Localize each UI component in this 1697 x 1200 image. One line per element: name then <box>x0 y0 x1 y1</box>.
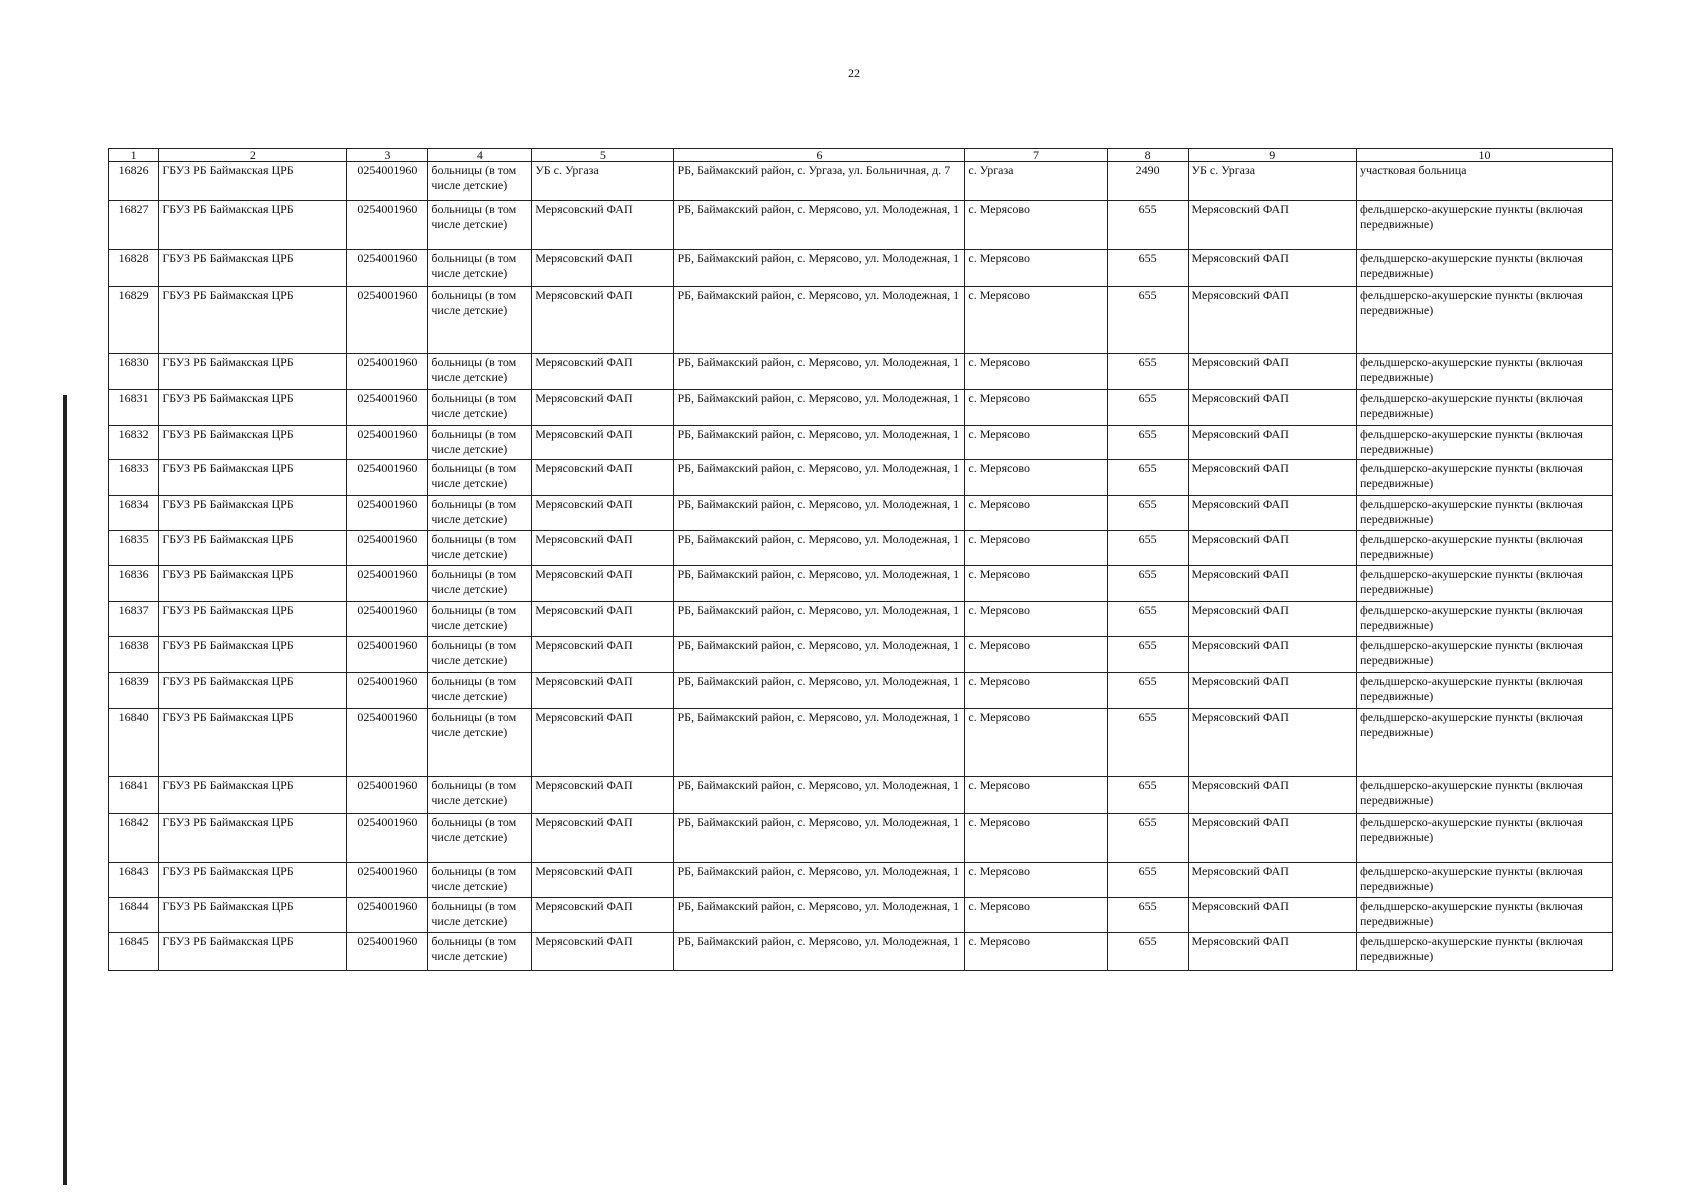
facility-type-cell: фельдшерско-акушерские пункты (включая передвижные) <box>1356 354 1612 390</box>
facility-category-cell: больницы (в том числе детские) <box>428 673 532 709</box>
facility-type-cell: фельдшерско-акушерские пункты (включая передвижные) <box>1356 863 1612 898</box>
row-number-cell: 16830 <box>109 354 159 390</box>
facility-type-cell: фельдшерско-акушерские пункты (включая передвижные) <box>1356 673 1612 709</box>
organization-name-cell: ГБУЗ РБ Баймакская ЦРБ <box>159 898 347 933</box>
column-header: 10 <box>1356 149 1612 162</box>
inn-code-cell: 0254001960 <box>347 933 428 971</box>
organization-name-cell: ГБУЗ РБ Баймакская ЦРБ <box>159 426 347 460</box>
facility-type-cell: фельдшерско-акушерские пункты (включая передвижные) <box>1356 602 1612 637</box>
row-number-cell: 16844 <box>109 898 159 933</box>
unit-name-cell: Мерясовский ФАП <box>1188 566 1356 602</box>
settlement-cell: с. Мерясово <box>965 566 1107 602</box>
table-body <box>109 162 1613 971</box>
row-number-cell: 16835 <box>109 531 159 566</box>
unit-name-cell: Мерясовский ФАП <box>1188 602 1356 637</box>
row-number-cell: 16839 <box>109 673 159 709</box>
population-cell: 655 <box>1107 354 1188 390</box>
inn-code-cell: 0254001960 <box>347 162 428 201</box>
organization-name-cell: ГБУЗ РБ Баймакская ЦРБ <box>159 531 347 566</box>
inn-code-cell: 0254001960 <box>347 460 428 496</box>
row-number-cell: 16837 <box>109 602 159 637</box>
facility-category-cell: больницы (в том числе детские) <box>428 354 532 390</box>
facility-name-cell: Мерясовский ФАП <box>532 354 674 390</box>
facility-type-cell: фельдшерско-акушерские пункты (включая передвижные) <box>1356 814 1612 863</box>
unit-name-cell: Мерясовский ФАП <box>1188 531 1356 566</box>
unit-name-cell: Мерясовский ФАП <box>1188 933 1356 971</box>
table-row <box>109 201 1613 250</box>
population-cell: 655 <box>1107 602 1188 637</box>
settlement-cell: с. Мерясово <box>965 531 1107 566</box>
settlement-cell: с. Мерясово <box>965 814 1107 863</box>
inn-code-cell: 0254001960 <box>347 496 428 531</box>
row-number-cell: 16828 <box>109 250 159 287</box>
population-cell: 655 <box>1107 250 1188 287</box>
organization-name-cell: ГБУЗ РБ Баймакская ЦРБ <box>159 933 347 971</box>
facility-category-cell: больницы (в том числе детские) <box>428 863 532 898</box>
population-cell: 655 <box>1107 673 1188 709</box>
facility-category-cell: больницы (в том числе детские) <box>428 531 532 566</box>
facility-address-cell: РБ, Баймакский район, с. Мерясово, ул. Молодежная, 1 <box>674 673 965 709</box>
facility-name-cell: Мерясовский ФАП <box>532 814 674 863</box>
unit-name-cell: УБ с. Ургаза <box>1188 162 1356 201</box>
unit-name-cell: Мерясовский ФАП <box>1188 709 1356 777</box>
organization-name-cell: ГБУЗ РБ Баймакская ЦРБ <box>159 390 347 426</box>
table-row <box>109 814 1613 863</box>
population-cell: 2490 <box>1107 162 1188 201</box>
facility-name-cell: УБ с. Ургаза <box>532 162 674 201</box>
organization-name-cell: ГБУЗ РБ Баймакская ЦРБ <box>159 637 347 673</box>
table-row <box>109 426 1613 460</box>
facility-address-cell: РБ, Баймакский район, с. Мерясово, ул. Молодежная, 1 <box>674 426 965 460</box>
unit-name-cell: Мерясовский ФАП <box>1188 460 1356 496</box>
unit-name-cell: Мерясовский ФАП <box>1188 814 1356 863</box>
table-row <box>109 602 1613 637</box>
column-header: 9 <box>1188 149 1356 162</box>
facility-address-cell: РБ, Баймакский район, с. Мерясово, ул. Молодежная, 1 <box>674 814 965 863</box>
facility-address-cell: РБ, Баймакский район, с. Мерясово, ул. Молодежная, 1 <box>674 933 965 971</box>
facility-address-cell: РБ, Баймакский район, с. Мерясово, ул. Молодежная, 1 <box>674 390 965 426</box>
population-cell: 655 <box>1107 637 1188 673</box>
settlement-cell: с. Мерясово <box>965 863 1107 898</box>
facility-category-cell: больницы (в том числе детские) <box>428 566 532 602</box>
column-header: 6 <box>674 149 965 162</box>
facility-address-cell: РБ, Баймакский район, с. Мерясово, ул. Молодежная, 1 <box>674 354 965 390</box>
unit-name-cell: Мерясовский ФАП <box>1188 250 1356 287</box>
table-row <box>109 863 1613 898</box>
facility-type-cell: фельдшерско-акушерские пункты (включая передвижные) <box>1356 426 1612 460</box>
row-number-cell: 16841 <box>109 777 159 814</box>
facility-category-cell: больницы (в том числе детские) <box>428 602 532 637</box>
organization-name-cell: ГБУЗ РБ Баймакская ЦРБ <box>159 673 347 709</box>
facility-name-cell: Мерясовский ФАП <box>532 426 674 460</box>
inn-code-cell: 0254001960 <box>347 898 428 933</box>
row-number-cell: 16842 <box>109 814 159 863</box>
facility-category-cell: больницы (в том числе детские) <box>428 162 532 201</box>
facility-name-cell: Мерясовский ФАП <box>532 637 674 673</box>
row-number-cell: 16834 <box>109 496 159 531</box>
facility-address-cell: РБ, Баймакский район, с. Мерясово, ул. Молодежная, 1 <box>674 602 965 637</box>
facility-address-cell: РБ, Баймакский район, с. Мерясово, ул. Молодежная, 1 <box>674 566 965 602</box>
row-number-cell: 16836 <box>109 566 159 602</box>
column-header: 7 <box>965 149 1107 162</box>
inn-code-cell: 0254001960 <box>347 531 428 566</box>
settlement-cell: с. Мерясово <box>965 354 1107 390</box>
inn-code-cell: 0254001960 <box>347 426 428 460</box>
row-number-cell: 16838 <box>109 637 159 673</box>
organization-name-cell: ГБУЗ РБ Баймакская ЦРБ <box>159 566 347 602</box>
registry-table-container <box>108 148 1613 971</box>
header-row <box>109 149 1613 162</box>
row-number-cell: 16832 <box>109 426 159 460</box>
facility-name-cell: Мерясовский ФАП <box>532 460 674 496</box>
facility-name-cell: Мерясовский ФАП <box>532 709 674 777</box>
settlement-cell: с. Мерясово <box>965 426 1107 460</box>
facility-category-cell: больницы (в том числе детские) <box>428 933 532 971</box>
settlement-cell: с. Ургаза <box>965 162 1107 201</box>
facility-type-cell: фельдшерско-акушерские пункты (включая передвижные) <box>1356 287 1612 354</box>
row-number-cell: 16833 <box>109 460 159 496</box>
row-number-cell: 16826 <box>109 162 159 201</box>
unit-name-cell: Мерясовский ФАП <box>1188 777 1356 814</box>
population-cell: 655 <box>1107 709 1188 777</box>
facility-type-cell: фельдшерско-акушерские пункты (включая передвижные) <box>1356 250 1612 287</box>
inn-code-cell: 0254001960 <box>347 814 428 863</box>
facility-category-cell: больницы (в том числе детские) <box>428 390 532 426</box>
row-number-cell: 16827 <box>109 201 159 250</box>
facility-name-cell: Мерясовский ФАП <box>532 390 674 426</box>
facility-type-cell: фельдшерско-акушерские пункты (включая передвижные) <box>1356 637 1612 673</box>
settlement-cell: с. Мерясово <box>965 201 1107 250</box>
table-row <box>109 637 1613 673</box>
inn-code-cell: 0254001960 <box>347 566 428 602</box>
facility-name-cell: Мерясовский ФАП <box>532 566 674 602</box>
unit-name-cell: Мерясовский ФАП <box>1188 390 1356 426</box>
facility-category-cell: больницы (в том числе детские) <box>428 637 532 673</box>
facility-name-cell: Мерясовский ФАП <box>532 898 674 933</box>
facility-address-cell: РБ, Баймакский район, с. Ургаза, ул. Больничная, д. 7 <box>674 162 965 201</box>
population-cell: 655 <box>1107 426 1188 460</box>
settlement-cell: с. Мерясово <box>965 496 1107 531</box>
table-row <box>109 496 1613 531</box>
facility-name-cell: Мерясовский ФАП <box>532 287 674 354</box>
settlement-cell: с. Мерясово <box>965 673 1107 709</box>
facility-type-cell: фельдшерско-акушерские пункты (включая передвижные) <box>1356 390 1612 426</box>
facility-category-cell: больницы (в том числе детские) <box>428 496 532 531</box>
population-cell: 655 <box>1107 496 1188 531</box>
table-row <box>109 898 1613 933</box>
unit-name-cell: Мерясовский ФАП <box>1188 287 1356 354</box>
facility-type-cell: фельдшерско-акушерские пункты (включая передвижные) <box>1356 496 1612 531</box>
settlement-cell: с. Мерясово <box>965 933 1107 971</box>
population-cell: 655 <box>1107 898 1188 933</box>
settlement-cell: с. Мерясово <box>965 777 1107 814</box>
column-header: 2 <box>159 149 347 162</box>
row-number-cell: 16843 <box>109 863 159 898</box>
facility-category-cell: больницы (в том числе детские) <box>428 201 532 250</box>
population-cell: 655 <box>1107 814 1188 863</box>
table-row <box>109 287 1613 354</box>
page-number: 22 <box>848 66 860 80</box>
unit-name-cell: Мерясовский ФАП <box>1188 496 1356 531</box>
facility-address-cell: РБ, Баймакский район, с. Мерясово, ул. Молодежная, 1 <box>674 287 965 354</box>
organization-name-cell: ГБУЗ РБ Баймакская ЦРБ <box>159 709 347 777</box>
facility-name-cell: Мерясовский ФАП <box>532 673 674 709</box>
facility-category-cell: больницы (в том числе детские) <box>428 250 532 287</box>
row-number-cell: 16845 <box>109 933 159 971</box>
facility-address-cell: РБ, Баймакский район, с. Мерясово, ул. Молодежная, 1 <box>674 777 965 814</box>
unit-name-cell: Мерясовский ФАП <box>1188 426 1356 460</box>
facility-category-cell: больницы (в том числе детские) <box>428 460 532 496</box>
table-row <box>109 354 1613 390</box>
settlement-cell: с. Мерясово <box>965 637 1107 673</box>
organization-name-cell: ГБУЗ РБ Баймакская ЦРБ <box>159 496 347 531</box>
facility-address-cell: РБ, Баймакский район, с. Мерясово, ул. Молодежная, 1 <box>674 460 965 496</box>
settlement-cell: с. Мерясово <box>965 390 1107 426</box>
row-number-cell: 16829 <box>109 287 159 354</box>
facility-type-cell: фельдшерско-акушерские пункты (включая передвижные) <box>1356 898 1612 933</box>
table-row <box>109 531 1613 566</box>
facility-address-cell: РБ, Баймакский район, с. Мерясово, ул. Молодежная, 1 <box>674 201 965 250</box>
facility-address-cell: РБ, Баймакский район, с. Мерясово, ул. Молодежная, 1 <box>674 637 965 673</box>
facility-address-cell: РБ, Баймакский район, с. Мерясово, ул. Молодежная, 1 <box>674 250 965 287</box>
binding-line <box>63 395 67 1185</box>
unit-name-cell: Мерясовский ФАП <box>1188 354 1356 390</box>
organization-name-cell: ГБУЗ РБ Баймакская ЦРБ <box>159 863 347 898</box>
facility-category-cell: больницы (в том числе детские) <box>428 426 532 460</box>
column-header: 8 <box>1107 149 1188 162</box>
facility-category-cell: больницы (в том числе детские) <box>428 287 532 354</box>
population-cell: 655 <box>1107 863 1188 898</box>
table-row <box>109 162 1613 201</box>
table-row <box>109 566 1613 602</box>
facility-type-cell: фельдшерско-акушерские пункты (включая передвижные) <box>1356 201 1612 250</box>
organization-name-cell: ГБУЗ РБ Баймакская ЦРБ <box>159 287 347 354</box>
unit-name-cell: Мерясовский ФАП <box>1188 637 1356 673</box>
inn-code-cell: 0254001960 <box>347 673 428 709</box>
unit-name-cell: Мерясовский ФАП <box>1188 898 1356 933</box>
unit-name-cell: Мерясовский ФАП <box>1188 201 1356 250</box>
facility-address-cell: РБ, Баймакский район, с. Мерясово, ул. Молодежная, 1 <box>674 496 965 531</box>
population-cell: 655 <box>1107 777 1188 814</box>
table-row <box>109 673 1613 709</box>
settlement-cell: с. Мерясово <box>965 602 1107 637</box>
inn-code-cell: 0254001960 <box>347 354 428 390</box>
facility-name-cell: Мерясовский ФАП <box>532 531 674 566</box>
organization-name-cell: ГБУЗ РБ Баймакская ЦРБ <box>159 777 347 814</box>
facility-name-cell: Мерясовский ФАП <box>532 602 674 637</box>
facility-category-cell: больницы (в том числе детские) <box>428 814 532 863</box>
table-row <box>109 250 1613 287</box>
facility-address-cell: РБ, Баймакский район, с. Мерясово, ул. Молодежная, 1 <box>674 531 965 566</box>
table-row <box>109 460 1613 496</box>
population-cell: 655 <box>1107 933 1188 971</box>
facility-address-cell: РБ, Баймакский район, с. Мерясово, ул. Молодежная, 1 <box>674 863 965 898</box>
facility-type-cell: фельдшерско-акушерские пункты (включая передвижные) <box>1356 460 1612 496</box>
facility-name-cell: Мерясовский ФАП <box>532 863 674 898</box>
column-header: 5 <box>532 149 674 162</box>
settlement-cell: с. Мерясово <box>965 460 1107 496</box>
facility-name-cell: Мерясовский ФАП <box>532 777 674 814</box>
settlement-cell: с. Мерясово <box>965 250 1107 287</box>
table-row <box>109 390 1613 426</box>
facility-type-cell: фельдшерско-акушерские пункты (включая передвижные) <box>1356 709 1612 777</box>
population-cell: 655 <box>1107 566 1188 602</box>
inn-code-cell: 0254001960 <box>347 777 428 814</box>
facility-type-cell: фельдшерско-акушерские пункты (включая передвижные) <box>1356 933 1612 971</box>
facility-name-cell: Мерясовский ФАП <box>532 933 674 971</box>
organization-name-cell: ГБУЗ РБ Баймакская ЦРБ <box>159 460 347 496</box>
table-row <box>109 933 1613 971</box>
facility-category-cell: больницы (в том числе детские) <box>428 777 532 814</box>
organization-name-cell: ГБУЗ РБ Баймакская ЦРБ <box>159 162 347 201</box>
facility-name-cell: Мерясовский ФАП <box>532 201 674 250</box>
facility-type-cell: участковая больница <box>1356 162 1612 201</box>
facility-type-cell: фельдшерско-акушерские пункты (включая передвижные) <box>1356 566 1612 602</box>
facility-name-cell: Мерясовский ФАП <box>532 496 674 531</box>
column-header: 4 <box>428 149 532 162</box>
registry-table <box>108 148 1613 971</box>
inn-code-cell: 0254001960 <box>347 637 428 673</box>
column-header: 3 <box>347 149 428 162</box>
inn-code-cell: 0254001960 <box>347 287 428 354</box>
row-number-cell: 16840 <box>109 709 159 777</box>
organization-name-cell: ГБУЗ РБ Баймакская ЦРБ <box>159 814 347 863</box>
row-number-cell: 16831 <box>109 390 159 426</box>
facility-address-cell: РБ, Баймакский район, с. Мерясово, ул. Молодежная, 1 <box>674 898 965 933</box>
unit-name-cell: Мерясовский ФАП <box>1188 863 1356 898</box>
facility-address-cell: РБ, Баймакский район, с. Мерясово, ул. Молодежная, 1 <box>674 709 965 777</box>
unit-name-cell: Мерясовский ФАП <box>1188 673 1356 709</box>
table-row <box>109 709 1613 777</box>
population-cell: 655 <box>1107 287 1188 354</box>
facility-type-cell: фельдшерско-акушерские пункты (включая передвижные) <box>1356 531 1612 566</box>
facility-type-cell: фельдшерско-акушерские пункты (включая передвижные) <box>1356 777 1612 814</box>
inn-code-cell: 0254001960 <box>347 863 428 898</box>
organization-name-cell: ГБУЗ РБ Баймакская ЦРБ <box>159 201 347 250</box>
inn-code-cell: 0254001960 <box>347 602 428 637</box>
facility-category-cell: больницы (в том числе детские) <box>428 898 532 933</box>
population-cell: 655 <box>1107 201 1188 250</box>
organization-name-cell: ГБУЗ РБ Баймакская ЦРБ <box>159 602 347 637</box>
table-row <box>109 777 1613 814</box>
population-cell: 655 <box>1107 531 1188 566</box>
inn-code-cell: 0254001960 <box>347 201 428 250</box>
settlement-cell: с. Мерясово <box>965 709 1107 777</box>
inn-code-cell: 0254001960 <box>347 390 428 426</box>
facility-name-cell: Мерясовский ФАП <box>532 250 674 287</box>
population-cell: 655 <box>1107 390 1188 426</box>
population-cell: 655 <box>1107 460 1188 496</box>
column-header: 1 <box>109 149 159 162</box>
facility-category-cell: больницы (в том числе детские) <box>428 709 532 777</box>
settlement-cell: с. Мерясово <box>965 287 1107 354</box>
inn-code-cell: 0254001960 <box>347 250 428 287</box>
settlement-cell: с. Мерясово <box>965 898 1107 933</box>
organization-name-cell: ГБУЗ РБ Баймакская ЦРБ <box>159 250 347 287</box>
organization-name-cell: ГБУЗ РБ Баймакская ЦРБ <box>159 354 347 390</box>
inn-code-cell: 0254001960 <box>347 709 428 777</box>
